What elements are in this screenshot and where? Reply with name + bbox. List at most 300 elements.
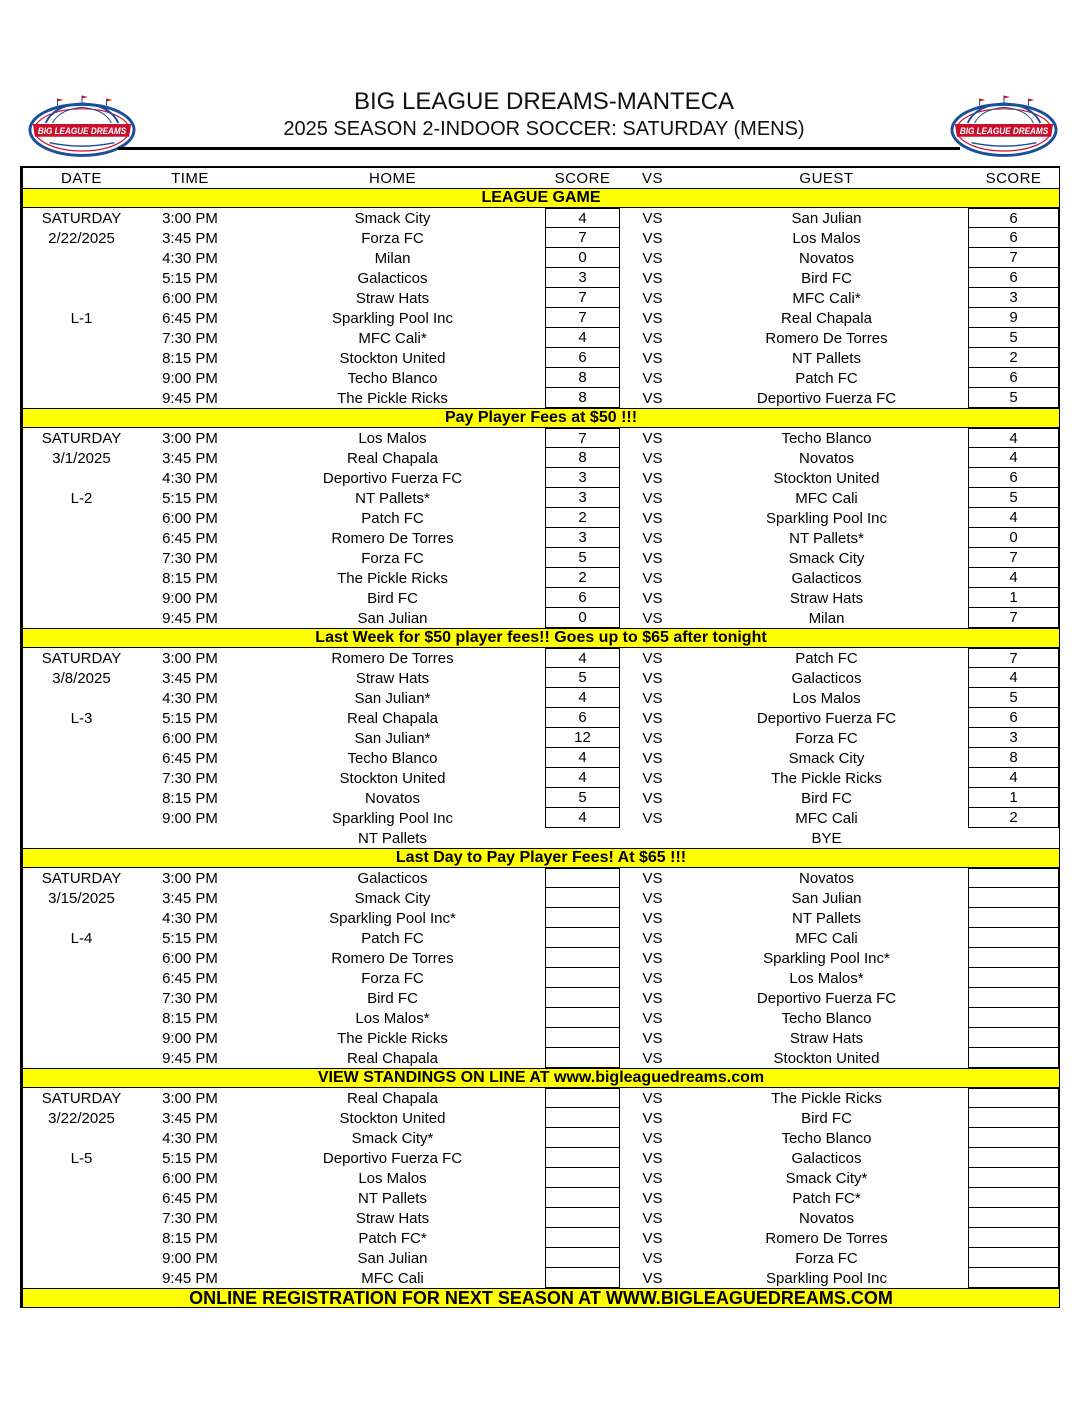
date-cell: SATURDAY (41, 209, 122, 227)
guest-score-box (968, 1048, 1059, 1068)
time-cell: 3:45 PM (162, 669, 218, 687)
guest-team: NT Pallets (792, 909, 861, 927)
vs-label: VS (642, 869, 663, 887)
vs-label: VS (642, 1169, 663, 1187)
time-cell: 6:45 PM (162, 969, 218, 987)
date-cell (23, 1168, 140, 1188)
section-banner: Pay Player Fees at $50 !!! (23, 408, 1059, 428)
home-score-box (545, 1228, 620, 1248)
date-cell: 3/1/2025 (52, 449, 111, 467)
guest-team: Techo Blanco (781, 1129, 872, 1147)
vs-label: VS (642, 1129, 663, 1147)
time-cell: 7:30 PM (162, 769, 218, 787)
guest-score-box: 7 (968, 548, 1059, 568)
game-row (23, 728, 1059, 748)
home-team: San Julian (357, 1249, 428, 1267)
date-cell: SATURDAY (41, 869, 122, 887)
guest-team: Galacticos (791, 569, 862, 587)
big-league-dreams-logo (950, 92, 1058, 158)
guest-score-box: 8 (968, 748, 1059, 768)
guest-score-box: 1 (968, 788, 1059, 808)
time-cell: 7:30 PM (162, 1209, 218, 1227)
time-cell: 8:15 PM (162, 1229, 218, 1247)
game-row (23, 428, 1059, 448)
home-score-box: 5 (545, 668, 620, 688)
time-cell: 9:45 PM (162, 389, 218, 407)
vs-label: VS (642, 949, 663, 967)
vs-label: VS (642, 229, 663, 247)
date-cell (23, 988, 140, 1008)
home-score-box: 3 (545, 488, 620, 508)
time-cell: 5:15 PM (162, 489, 218, 507)
time-cell: 3:00 PM (162, 649, 218, 667)
guest-team: Milan (808, 609, 845, 627)
home-team: Smack City (354, 209, 431, 227)
home-team: Techo Blanco (347, 369, 438, 387)
guest-score-box (968, 928, 1059, 948)
vs-label: VS (642, 509, 663, 527)
vs-label: VS (642, 729, 663, 747)
section-banner: Last Week for $50 player fees!! Goes up to $65 after tonight (23, 628, 1059, 648)
game-row (23, 888, 1059, 908)
home-score-box: 6 (545, 708, 620, 728)
guest-team: The Pickle Ricks (771, 1089, 882, 1107)
time-cell: 5:15 PM (162, 709, 218, 727)
home-team: Galacticos (357, 869, 428, 887)
home-score-box (545, 1128, 620, 1148)
game-row (23, 328, 1059, 348)
home-team: Romero De Torres (331, 949, 454, 967)
time-cell: 3:00 PM (162, 209, 218, 227)
guest-score-box (968, 1108, 1059, 1128)
guest-team: Techo Blanco (781, 1009, 872, 1027)
guest-team: MFC Cali (795, 489, 858, 507)
guest-team: Smack City (788, 749, 865, 767)
game-row (23, 1108, 1059, 1128)
guest-score-box: 6 (968, 468, 1059, 488)
guest-team: Novatos (798, 1209, 855, 1227)
header-rule (118, 147, 960, 150)
game-row (23, 1268, 1059, 1288)
guest-score-box (968, 1028, 1059, 1048)
home-score-box (545, 828, 620, 848)
home-score-box: 4 (545, 648, 620, 668)
guest-team: The Pickle Ricks (771, 769, 882, 787)
game-row (23, 788, 1059, 808)
date-cell: 2/22/2025 (48, 229, 115, 247)
game-row (23, 908, 1059, 928)
date-cell (23, 1208, 140, 1228)
home-score-box: 4 (545, 688, 620, 708)
home-team: NT Pallets* (355, 489, 430, 507)
date-cell (23, 1188, 140, 1208)
time-cell: 4:30 PM (162, 1129, 218, 1147)
guest-team: San Julian (791, 209, 862, 227)
guest-score-box (968, 1268, 1059, 1288)
vs-label: VS (642, 1029, 663, 1047)
date-cell (23, 1048, 140, 1068)
date-cell (23, 388, 140, 408)
home-team: Los Malos* (355, 1009, 430, 1027)
game-row (23, 568, 1059, 588)
col-header-vs: VS (641, 169, 663, 187)
guest-score-box: 4 (968, 508, 1059, 528)
guest-team: Los Malos* (789, 969, 864, 987)
home-score-box: 2 (545, 508, 620, 528)
guest-team: Sparkling Pool Inc (766, 1269, 887, 1287)
schedule-sections (23, 208, 1059, 1308)
home-score-box: 2 (545, 568, 620, 588)
home-team: Forza FC (361, 549, 424, 567)
guest-score-box (968, 1128, 1059, 1148)
guest-team: Deportivo Fuerza FC (756, 389, 897, 407)
guest-team: San Julian (791, 889, 862, 907)
home-team: Romero De Torres (331, 649, 454, 667)
home-score-box: 6 (545, 588, 620, 608)
home-score-box: 7 (545, 428, 620, 448)
guest-score-box: 3 (968, 288, 1059, 308)
time-cell: 6:00 PM (162, 509, 218, 527)
vs-label: VS (642, 529, 663, 547)
home-team: Novatos (364, 789, 421, 807)
time-cell: 8:15 PM (162, 789, 218, 807)
home-score-box: 3 (545, 468, 620, 488)
guest-score-box (968, 868, 1059, 888)
section-banner: VIEW STANDINGS ON LINE AT www.bigleaguedreams.com (23, 1068, 1059, 1088)
vs-label: VS (642, 449, 663, 467)
home-score-box: 0 (545, 608, 620, 628)
game-row (23, 208, 1059, 228)
home-team: San Julian (357, 609, 428, 627)
time-cell: 4:30 PM (162, 909, 218, 927)
time-cell: 4:30 PM (162, 469, 218, 487)
guest-score-box: 3 (968, 728, 1059, 748)
guest-score-box: 2 (968, 808, 1059, 828)
game-row (23, 648, 1059, 668)
vs-label: VS (642, 1269, 663, 1287)
week-section-L-2 (23, 428, 1059, 628)
date-cell (23, 768, 140, 788)
game-row (23, 228, 1059, 248)
game-row (23, 968, 1059, 988)
home-team: The Pickle Ricks (337, 1029, 448, 1047)
home-score-box: 8 (545, 448, 620, 468)
page-title: BIG LEAGUE DREAMS-MANTECA (353, 88, 735, 115)
home-team: Deportivo Fuerza FC (322, 469, 463, 487)
home-score-box (545, 1008, 620, 1028)
week-section-L-4 (23, 868, 1059, 1068)
vs-label: VS (642, 569, 663, 587)
game-row (23, 1028, 1059, 1048)
home-team: Stockton United (339, 349, 446, 367)
date-cell (23, 1248, 140, 1268)
time-cell (140, 828, 240, 848)
date-cell: L-2 (70, 489, 93, 507)
time-cell: 7:30 PM (162, 549, 218, 567)
vs-label: VS (642, 1149, 663, 1167)
home-team: Stockton United (339, 769, 446, 787)
time-cell: 6:00 PM (162, 289, 218, 307)
guest-score-box: 9 (968, 308, 1059, 328)
time-cell: 7:30 PM (162, 329, 218, 347)
col-header-guest-score: SCORE (985, 169, 1042, 187)
date-cell (23, 608, 140, 628)
vs-label: VS (642, 309, 663, 327)
guest-score-box (968, 888, 1059, 908)
date-cell (23, 528, 140, 548)
home-score-box (545, 908, 620, 928)
time-cell: 3:45 PM (162, 1109, 218, 1127)
guest-team: Techo Blanco (781, 429, 872, 447)
home-score-box: 4 (545, 808, 620, 828)
guest-score-box: 4 (968, 428, 1059, 448)
section-banner: ONLINE REGISTRATION FOR NEXT SEASON AT WWW.BIGLEAGUEDREAMS.COM (23, 1288, 1059, 1308)
guest-team: Patch FC (795, 369, 858, 387)
home-score-box: 8 (545, 368, 620, 388)
guest-team: Smack City* (785, 1169, 868, 1187)
home-score-box (545, 928, 620, 948)
guest-team: Novatos (798, 449, 855, 467)
date-cell (23, 1268, 140, 1288)
home-score-box: 7 (545, 308, 620, 328)
vs-label: VS (642, 749, 663, 767)
game-row (23, 1188, 1059, 1208)
guest-score-box: 1 (968, 588, 1059, 608)
home-team: Sparkling Pool Inc (332, 809, 453, 827)
guest-score-box (968, 1088, 1059, 1108)
section-banner: Last Day to Pay Player Fees! At $65 !!! (23, 848, 1059, 868)
date-cell (23, 728, 140, 748)
guest-score-box (968, 988, 1059, 1008)
date-cell (23, 468, 140, 488)
game-row (23, 448, 1059, 468)
home-team: Straw Hats (355, 1209, 430, 1227)
column-header-row (23, 166, 1059, 188)
game-row (23, 468, 1059, 488)
guest-score-box: 6 (968, 708, 1059, 728)
guest-team: Sparkling Pool Inc* (763, 949, 890, 967)
home-team: The Pickle Ricks (337, 569, 448, 587)
home-score-box: 4 (545, 328, 620, 348)
home-team: Patch FC (361, 509, 424, 527)
guest-score-box: 6 (968, 268, 1059, 288)
guest-team: Sparkling Pool Inc (766, 509, 887, 527)
time-cell: 4:30 PM (162, 249, 218, 267)
game-row (23, 868, 1059, 888)
guest-score-box: 0 (968, 528, 1059, 548)
home-score-box (545, 968, 620, 988)
game-row (23, 948, 1059, 968)
vs-label: VS (642, 689, 663, 707)
week-section-L-5 (23, 1088, 1059, 1288)
guest-team: Romero De Torres (765, 329, 888, 347)
guest-score-box: 5 (968, 388, 1059, 408)
game-row (23, 1148, 1059, 1168)
date-cell (23, 268, 140, 288)
date-cell: L-4 (70, 929, 93, 947)
vs-label: VS (642, 549, 663, 567)
guest-team: Smack City (788, 549, 865, 567)
date-cell (23, 568, 140, 588)
home-team: NT Pallets (358, 1189, 427, 1207)
guest-score-box: 4 (968, 568, 1059, 588)
home-score-box (545, 988, 620, 1008)
week-section-L-3 (23, 648, 1059, 848)
vs-label: VS (642, 1049, 663, 1067)
game-row (23, 1088, 1059, 1108)
game-row (23, 668, 1059, 688)
guest-team: Patch FC (795, 649, 858, 667)
guest-team: MFC Cali (795, 809, 858, 827)
date-cell: SATURDAY (41, 429, 122, 447)
vs-label: VS (642, 1249, 663, 1267)
date-cell (23, 288, 140, 308)
vs-label: VS (642, 769, 663, 787)
guest-team: Los Malos (792, 229, 861, 247)
guest-team: Galacticos (791, 669, 862, 687)
date-cell (23, 788, 140, 808)
home-score-box (545, 1248, 620, 1268)
page-subtitle: 2025 SEASON 2-INDOOR SOCCER: SATURDAY (MENS) (283, 118, 805, 140)
home-team: San Julian* (354, 689, 431, 707)
home-team: Romero De Torres (331, 529, 454, 547)
game-row (23, 588, 1059, 608)
guest-team: Deportivo Fuerza FC (756, 989, 897, 1007)
home-score-box (545, 1048, 620, 1068)
home-team: Los Malos (358, 1169, 427, 1187)
game-row (23, 1128, 1059, 1148)
home-score-box: 4 (545, 768, 620, 788)
vs-label: VS (642, 649, 663, 667)
guest-team: MFC Cali* (792, 289, 861, 307)
date-cell: 3/15/2025 (48, 889, 115, 907)
home-score-box (545, 888, 620, 908)
home-score-box: 7 (545, 288, 620, 308)
date-cell (23, 948, 140, 968)
home-team: Forza FC (361, 969, 424, 987)
date-cell (23, 808, 140, 828)
time-cell: 9:45 PM (162, 1269, 218, 1287)
date-cell (23, 748, 140, 768)
home-team: San Julian* (354, 729, 431, 747)
home-score-box: 3 (545, 528, 620, 548)
game-row (23, 288, 1059, 308)
guest-score-box: 6 (968, 368, 1059, 388)
time-cell: 9:45 PM (162, 1049, 218, 1067)
guest-team: Bird FC (801, 1109, 852, 1127)
home-score-box: 4 (545, 748, 620, 768)
home-score-box (545, 1268, 620, 1288)
home-team: Techo Blanco (347, 749, 438, 767)
date-cell (23, 1128, 140, 1148)
home-score-box: 6 (545, 348, 620, 368)
guest-score-box: 4 (968, 768, 1059, 788)
guest-score-box: 7 (968, 608, 1059, 628)
vs-label: VS (642, 1109, 663, 1127)
home-score-box (545, 1208, 620, 1228)
vs-label: VS (642, 349, 663, 367)
game-row (23, 1008, 1059, 1028)
guest-score-box: 5 (968, 488, 1059, 508)
date-cell: L-3 (70, 709, 93, 727)
time-cell: 3:00 PM (162, 869, 218, 887)
home-score-box: 5 (545, 548, 620, 568)
vs-label: VS (642, 909, 663, 927)
guest-team: MFC Cali (795, 929, 858, 947)
game-row (23, 1168, 1059, 1188)
home-score-box (545, 1148, 620, 1168)
home-team: Smack City* (351, 1129, 434, 1147)
home-team: Milan (374, 249, 411, 267)
home-score-box: 5 (545, 788, 620, 808)
time-cell: 7:30 PM (162, 989, 218, 1007)
guest-score-box (968, 908, 1059, 928)
date-cell: 3/22/2025 (48, 1109, 115, 1127)
guest-score-box (968, 1228, 1059, 1248)
guest-team: Bird FC (801, 789, 852, 807)
game-row (23, 1248, 1059, 1268)
guest-team: NT Pallets* (789, 529, 864, 547)
game-row (23, 1048, 1059, 1068)
home-team: Real Chapala (347, 1049, 438, 1067)
guest-team: NT Pallets (792, 349, 861, 367)
time-cell: 6:00 PM (162, 1169, 218, 1187)
date-cell: L-5 (70, 1149, 93, 1167)
schedule-table (20, 166, 1060, 1308)
vs-label: VS (642, 249, 663, 267)
vs-label: VS (642, 609, 663, 627)
vs-label: VS (642, 429, 663, 447)
vs-label: VS (642, 1089, 663, 1107)
guest-team: BYE (811, 829, 842, 847)
home-score-box: 7 (545, 228, 620, 248)
home-team: Real Chapala (347, 1089, 438, 1107)
home-team: Forza FC (361, 229, 424, 247)
game-row (23, 488, 1059, 508)
guest-team: Stockton United (773, 1049, 880, 1067)
guest-score-box (968, 1188, 1059, 1208)
home-score-box (545, 948, 620, 968)
time-cell: 8:15 PM (162, 569, 218, 587)
time-cell: 6:00 PM (162, 949, 218, 967)
home-score-box (545, 1188, 620, 1208)
col-header-home: HOME (369, 169, 416, 187)
time-cell: 3:00 PM (162, 429, 218, 447)
vs-label: VS (642, 889, 663, 907)
date-cell (23, 828, 140, 848)
vs-label: VS (642, 1209, 663, 1227)
vs-label: VS (642, 929, 663, 947)
date-cell (23, 1228, 140, 1248)
guest-team: Forza FC (795, 1249, 858, 1267)
home-score-box (545, 868, 620, 888)
time-cell: 9:00 PM (162, 589, 218, 607)
week-section-L-1 (23, 208, 1059, 408)
game-row (23, 528, 1059, 548)
logo-banner-text: BIG LEAGUE DREAMS (37, 125, 127, 136)
vs-label: VS (642, 1189, 663, 1207)
home-team: Stockton United (339, 1109, 446, 1127)
time-cell: 6:45 PM (162, 529, 218, 547)
guest-team: Novatos (798, 869, 855, 887)
date-cell (23, 348, 140, 368)
home-team: Straw Hats (355, 289, 430, 307)
game-row (23, 748, 1059, 768)
home-team: Los Malos (358, 429, 427, 447)
game-row (23, 988, 1059, 1008)
guest-team: Forza FC (795, 729, 858, 747)
vs-label: VS (642, 809, 663, 827)
